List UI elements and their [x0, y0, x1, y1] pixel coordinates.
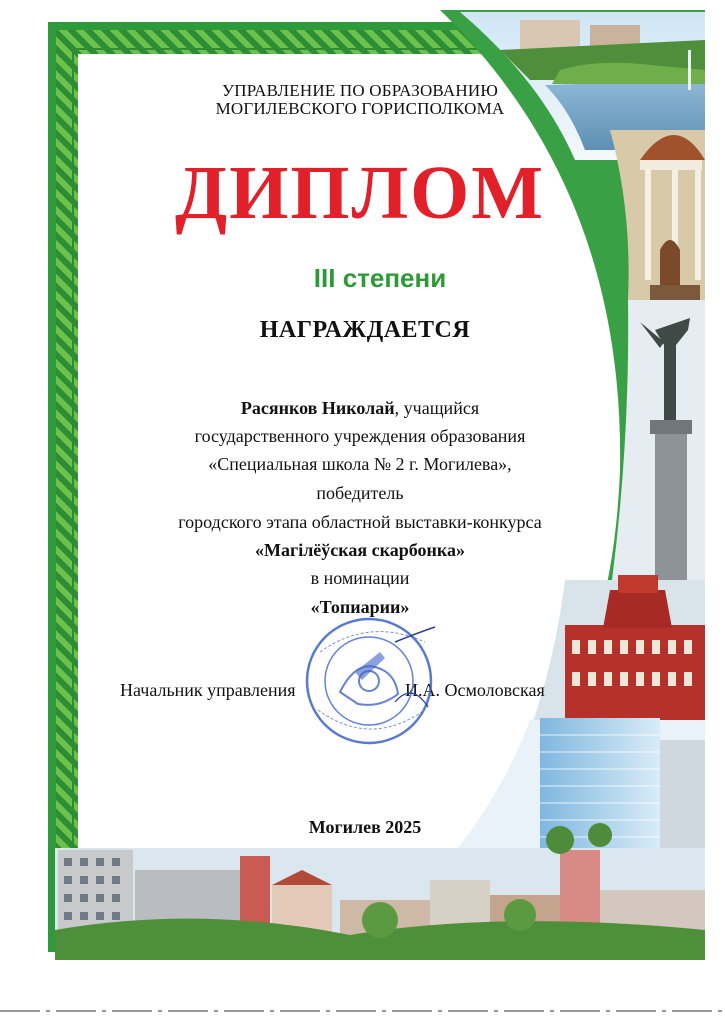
- recipient-name: Расянков Николай: [240, 398, 395, 418]
- institution-line: государственного учреждения образования: [194, 426, 526, 446]
- diploma-title: ДИПЛОМ: [175, 151, 545, 235]
- nomination-label: в номинации: [310, 568, 410, 588]
- recipient-line: [150, 398, 570, 419]
- recipient-role: , учащийся: [394, 398, 480, 418]
- contest-stage: городского этапа областной выставки-конкурса: [178, 512, 542, 532]
- awarded-heading: НАГРАЖДАЕТСЯ: [259, 317, 471, 343]
- school-name: «Специальная школа № 2 г. Могилева»,: [208, 454, 512, 474]
- signatory-name: И.А. Осмоловская: [405, 680, 545, 700]
- organization-line-1: УПРАВЛЕНИЕ ПО ОБРАЗОВАНИЮ: [221, 81, 498, 100]
- winner-label: победитель: [316, 483, 404, 503]
- organization-line-2: МОГИЛЕВСКОГО ГОРИСПОЛКОМА: [215, 99, 505, 118]
- diploma-degree: III степени: [313, 263, 447, 293]
- official-stamp: [300, 612, 438, 750]
- nomination-name: «Топиарии»: [310, 597, 410, 617]
- signatory-position: Начальник управления: [120, 680, 296, 700]
- scan-edge-line: [0, 1010, 725, 1012]
- place-and-year: Могилев 2025: [308, 817, 422, 837]
- contest-name: «Магілёўская скарбонка»: [255, 540, 465, 560]
